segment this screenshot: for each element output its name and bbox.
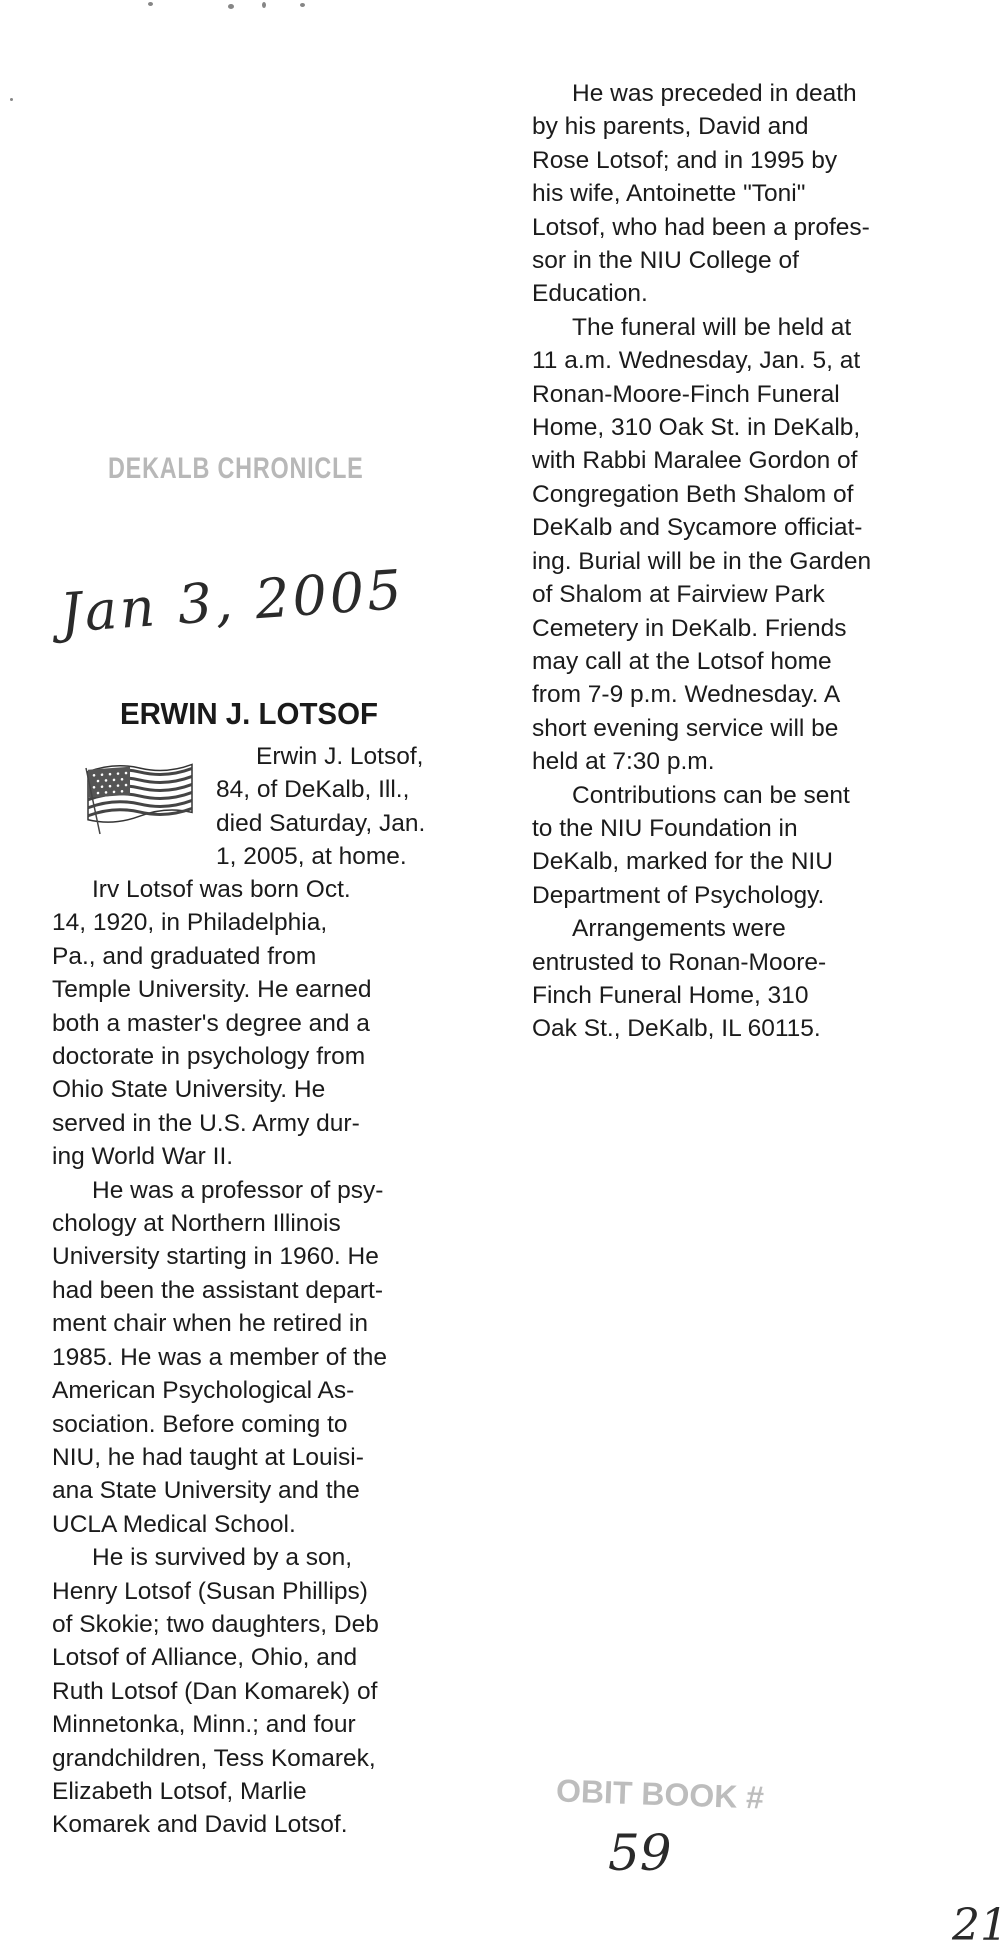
- body-line: Temple University. He earned: [52, 976, 372, 1004]
- body-line: with Rabbi Maralee Gordon of: [532, 447, 858, 475]
- lead-line: died Saturday, Jan.: [216, 809, 426, 837]
- newspaper-stamp: DEKALB CHRONICLE: [108, 452, 364, 485]
- body-line: Ronan-Moore-Finch Funeral: [532, 380, 840, 408]
- body-line: Cemetery in DeKalb. Friends: [532, 614, 847, 642]
- obituary-headline: ERWIN J. LOTSOF: [120, 696, 378, 731]
- body-line: NIU, he had taught at Louisi-: [52, 1443, 364, 1471]
- american-flag-icon: [84, 754, 196, 834]
- body-line: Henry Lotsof (Susan Phillips): [52, 1577, 368, 1605]
- handwritten-date: Jan 3, 2005: [58, 557, 407, 645]
- body-line: ing. Burial will be in the Garden: [532, 547, 872, 575]
- body-line: Education.: [532, 280, 648, 308]
- body-line: Congregation Beth Shalom of: [532, 480, 854, 508]
- body-line: Elizabeth Lotsof, Marlie: [52, 1777, 307, 1805]
- handwritten-page-number: 21: [952, 1900, 1008, 1951]
- body-line: short evening service will be: [532, 714, 839, 742]
- scan-speckle: [148, 2, 153, 6]
- body-line: Finch Funeral Home, 310: [532, 981, 809, 1009]
- body-line: DeKalb and Sycamore officiat-: [532, 514, 863, 542]
- lead-line: 84, of DeKalb, Ill.,: [216, 776, 410, 804]
- body-line: Home, 310 Oak St. in DeKalb,: [532, 414, 861, 442]
- body-line: 1985. He was a member of the: [52, 1343, 388, 1371]
- scan-speckle: [228, 4, 234, 9]
- body-line: Irv Lotsof was born Oct.: [92, 876, 351, 903]
- obit-book-stamp: OBIT BOOK #: [555, 1772, 765, 1816]
- body-line: He was preceded in death: [572, 80, 857, 107]
- body-line: held at 7:30 p.m.: [532, 748, 715, 776]
- body-line: The funeral will be held at: [572, 313, 852, 341]
- body-line: of Shalom at Fairview Park: [532, 581, 825, 609]
- body-line: had been the assistant depart-: [52, 1276, 383, 1304]
- body-line: sociation. Before coming to: [52, 1410, 348, 1438]
- obituary-lead: [216, 740, 425, 874]
- body-line: Ruth Lotsof (Dan Komarek) of: [52, 1677, 378, 1705]
- body-line: Arrangements were: [572, 915, 786, 943]
- body-line: served in the U.S. Army dur-: [52, 1109, 360, 1137]
- body-line: 14, 1920, in Philadelphia,: [52, 909, 328, 937]
- body-line: Oak St., DeKalb, IL 60115.: [532, 1015, 821, 1043]
- obituary-left-column: [52, 873, 387, 1842]
- obituary-right-column: [532, 77, 871, 1046]
- body-line: by his parents, David and: [532, 113, 809, 141]
- lead-line: Erwin J. Lotsof,: [256, 743, 424, 770]
- body-line: from 7-9 p.m. Wednesday. A: [532, 681, 841, 709]
- scan-speckle: [262, 2, 266, 8]
- lead-line: 1, 2005, at home.: [216, 843, 407, 871]
- body-line: He is survived by a son,: [92, 1544, 353, 1572]
- body-line: Minnetonka, Minn.; and four: [52, 1711, 356, 1739]
- body-line: 11 a.m. Wednesday, Jan. 5, at: [532, 347, 861, 375]
- body-line: entrusted to Ronan-Moore-: [532, 948, 827, 976]
- scan-speckle: [300, 3, 305, 7]
- body-line: ing World War II.: [52, 1143, 234, 1171]
- body-line: DeKalb, marked for the NIU: [532, 848, 833, 876]
- body-line: sor in the NIU College of: [532, 247, 799, 275]
- body-line: Ohio State University. He: [52, 1076, 326, 1104]
- body-line: ment chair when he retired in: [52, 1310, 368, 1338]
- body-line: doctorate in psychology from: [52, 1043, 366, 1071]
- body-line: Rose Lotsof; and in 1995 by: [532, 146, 838, 174]
- body-line: of Skokie; two daughters, Deb: [52, 1610, 379, 1638]
- body-line: to the NIU Foundation in: [532, 814, 798, 842]
- scan-speckle: [10, 98, 13, 101]
- body-line: ana State University and the: [52, 1477, 360, 1505]
- body-line: He was a professor of psy-: [92, 1176, 384, 1204]
- body-line: chology at Northern Illinois: [52, 1210, 341, 1238]
- body-line: Pa., and graduated from: [52, 942, 317, 970]
- body-line: Komarek and David Lotsof.: [52, 1811, 348, 1839]
- body-line: Lotsof of Alliance, Ohio, and: [52, 1644, 358, 1672]
- body-line: Contributions can be sent: [572, 781, 850, 809]
- body-line: both a master's degree and a: [52, 1009, 370, 1037]
- body-line: University starting in 1960. He: [52, 1243, 379, 1271]
- handwritten-obit-number: 59: [608, 1824, 672, 1882]
- body-line: Lotsof, who had been a profes-: [532, 213, 870, 241]
- body-line: grandchildren, Tess Komarek,: [52, 1744, 376, 1772]
- body-line: Department of Psychology.: [532, 881, 825, 909]
- body-line: American Psychological As-: [52, 1377, 355, 1405]
- body-line: his wife, Antoinette "Toni": [532, 180, 806, 208]
- body-line: may call at the Lotsof home: [532, 647, 832, 675]
- body-line: UCLA Medical School.: [52, 1510, 296, 1538]
